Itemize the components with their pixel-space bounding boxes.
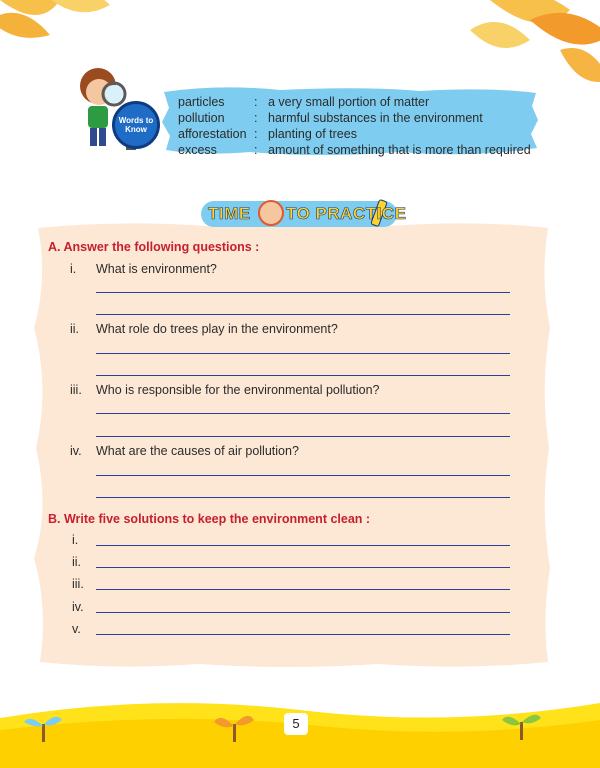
glossary-term: pollution — [178, 111, 225, 125]
question-text: Who is responsible for the environmental pollution? — [96, 383, 380, 397]
section-a-heading: A. Answer the following questions : — [48, 240, 260, 254]
answer-line[interactable] — [96, 475, 510, 476]
question-text: What role do trees play in the environment? — [96, 322, 338, 336]
glossary-definition: amount of something that is more than required — [268, 143, 531, 157]
answer-line[interactable] — [96, 314, 510, 315]
glossary-definition: a very small portion of matter — [268, 95, 430, 109]
glossary-colon: : — [254, 143, 258, 157]
answer-line[interactable] — [96, 436, 510, 437]
glossary-term: excess — [178, 143, 217, 157]
glossary-colon: : — [254, 111, 258, 125]
answer-line[interactable] — [96, 375, 510, 376]
words-to-know-list — [178, 94, 531, 158]
glossary-entry — [178, 94, 531, 110]
glossary-definition: harmful substances in the environment — [268, 111, 483, 125]
solution-line[interactable] — [96, 567, 510, 568]
to-practice-label: TO PRACTICE — [286, 204, 407, 223]
answer-line[interactable] — [96, 497, 510, 498]
question-number: i. — [70, 262, 77, 276]
glossary-term: afforestation — [178, 127, 247, 141]
question-number: iii. — [70, 383, 82, 397]
glossary-entry — [178, 126, 531, 142]
glossary-colon: : — [254, 127, 258, 141]
solution-number: i. — [72, 533, 79, 547]
words-to-know-badge: Words to Know — [112, 101, 160, 149]
question-number: iv. — [70, 444, 82, 458]
question-number: ii. — [70, 322, 80, 336]
glossary-entry — [178, 110, 531, 126]
glossary-definition: planting of trees — [268, 127, 357, 141]
glossary-entry — [178, 142, 531, 158]
solution-number: v. — [72, 622, 81, 636]
solution-number: iv. — [72, 600, 84, 614]
autumn-leaves-top-left — [0, 0, 130, 50]
solution-number: iii. — [72, 577, 84, 591]
section-b-heading: B. Write five solutions to keep the environment clean : — [48, 512, 371, 526]
solution-number: ii. — [72, 555, 82, 569]
glossary-colon: : — [254, 95, 258, 109]
time-label: TIME — [208, 204, 251, 223]
answer-line[interactable] — [96, 413, 510, 414]
solution-line[interactable] — [96, 545, 510, 546]
solution-line[interactable] — [96, 612, 510, 613]
solution-line[interactable] — [96, 589, 510, 590]
question-text: What is environment? — [96, 262, 217, 276]
answer-line[interactable] — [96, 292, 510, 293]
solution-line[interactable] — [96, 634, 510, 635]
glossary-term: particles — [178, 95, 225, 109]
question-text: What are the causes of air pollution? — [96, 444, 299, 458]
answer-line[interactable] — [96, 353, 510, 354]
page-number: 5 — [284, 713, 308, 735]
